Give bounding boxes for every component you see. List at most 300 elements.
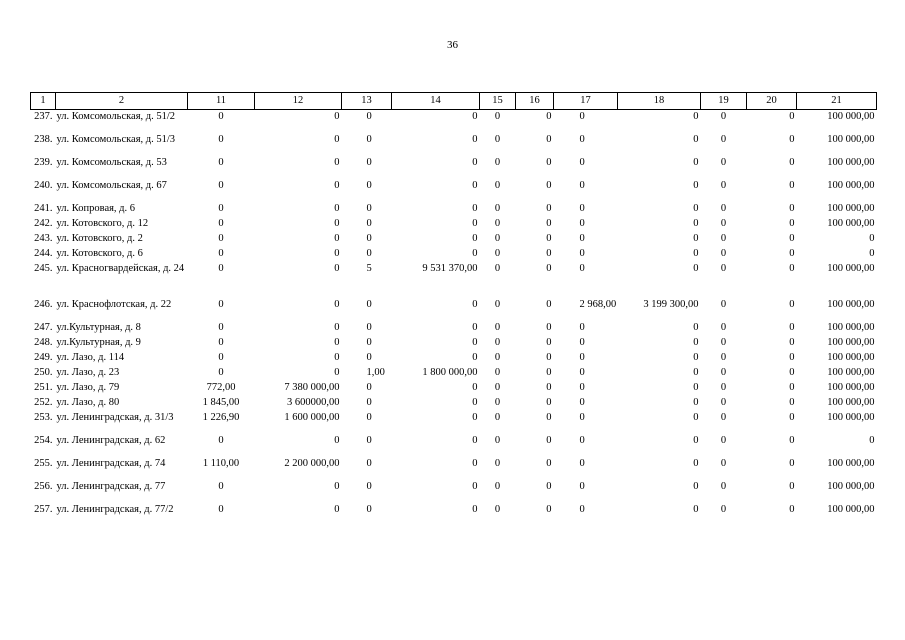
value-cell: 0 [579,434,585,446]
value-cell: 0 [494,396,501,408]
value-cell: 0 [366,321,372,333]
address-cell: ул. Комсомольская, д. 53 [56,156,167,168]
value-cell: 0 [579,217,585,229]
value-cell: 0 [218,156,224,168]
value-cell: 0 [546,396,552,408]
row-number-cell: 256. [34,480,53,492]
row-number-cell: 246. [34,298,53,310]
value-cell: 0 [693,262,699,274]
value-cell: 3 600000,00 [287,396,340,408]
value-cell: 0 [789,480,795,492]
value-cell: 0 [789,503,795,515]
value-cell: 0 [869,232,875,244]
value-cell: 0 [494,298,501,310]
value-cell: 0 [494,336,501,348]
value-cell: 0 [720,411,727,423]
value-cell: 0 [693,247,699,259]
value-cell: 0 [366,411,372,423]
value-cell: 0 [366,179,372,191]
value-cell: 100 000,00 [827,457,875,469]
value-cell: 2 200 000,00 [284,457,340,469]
value-cell: 0 [546,156,552,168]
column-header: 17 [554,93,618,110]
value-cell: 0 [472,336,478,348]
value-cell: 0 [546,366,552,378]
value-cell: 0 [494,232,501,244]
value-cell: 0 [789,217,795,229]
column-header: 21 [797,93,877,110]
column-header: 11 [188,93,255,110]
value-cell: 0 [789,202,795,214]
value-cell: 0 [366,351,372,363]
column-header: 12 [255,93,342,110]
value-cell: 0 [218,179,224,191]
value-cell: 1 110,00 [202,457,240,469]
column-header: 18 [618,93,701,110]
value-cell: 0 [366,156,372,168]
address-cell: ул. Ленинградская, д. 77 [56,480,166,492]
value-cell: 0 [366,111,372,122]
value-cell: 0 [693,179,699,191]
value-cell: 2 968,00 [579,298,617,310]
table-row [31,247,877,262]
value-cell: 0 [579,111,585,122]
value-cell: 0 [546,336,552,348]
value-cell: 0 [789,366,795,378]
value-cell: 0 [546,381,552,393]
value-cell: 100 000,00 [827,133,875,145]
table-row [31,232,877,247]
value-cell: 100 000,00 [827,202,875,214]
value-cell: 0 [218,434,224,446]
value-cell: 0 [494,503,501,515]
table-row [31,156,877,179]
value-cell: 0 [546,262,552,274]
value-cell: 0 [218,480,224,492]
value-cell: 0 [693,503,699,515]
row-number-cell: 257. [34,503,53,515]
value-cell: 0 [218,262,224,274]
address-cell: ул. Лазо, д. 114 [56,351,125,363]
row-number-cell: 254. [34,434,53,446]
value-cell: 1 845,00 [202,396,240,408]
value-cell: 0 [546,217,552,229]
value-cell: 0 [720,133,727,145]
column-header: 1 [31,93,56,110]
value-cell: 0 [579,321,585,333]
value-cell: 0 [720,202,727,214]
value-cell: 0 [494,247,501,259]
row-number-cell: 253. [34,411,53,423]
value-cell: 0 [789,321,795,333]
row-number-cell: 255. [34,457,53,469]
value-cell: 0 [472,247,478,259]
value-cell: 9 531 370,00 [422,262,478,274]
value-cell: 0 [546,411,552,423]
value-cell: 0 [218,503,224,515]
table-row [31,351,877,366]
row-number-cell: 240. [34,179,53,191]
value-cell: 0 [546,111,552,122]
value-cell: 0 [720,366,727,378]
value-cell: 0 [218,321,224,333]
table-row [31,396,877,411]
value-cell: 0 [720,262,727,274]
table-row [31,298,877,321]
value-cell: 0 [693,457,699,469]
value-cell: 0 [720,156,727,168]
value-cell: 0 [546,247,552,259]
value-cell: 0 [334,179,340,191]
table-row [31,179,877,202]
value-cell: 0 [693,381,699,393]
table-row [31,336,877,351]
value-cell: 0 [472,480,478,492]
value-cell: 0 [546,202,552,214]
row-number-cell: 242. [34,217,53,229]
value-cell: 100 000,00 [827,179,875,191]
value-cell: 0 [546,298,552,310]
value-cell: 0 [789,381,795,393]
value-cell: 0 [579,133,585,145]
value-cell: 0 [366,457,372,469]
value-cell: 0 [869,247,875,259]
value-cell: 1 800 000,00 [422,366,478,378]
value-cell: 0 [579,179,585,191]
table-row [31,480,877,503]
value-cell: 0 [579,202,585,214]
table-row [31,366,877,381]
value-cell: 0 [789,351,795,363]
column-header: 13 [342,93,392,110]
value-cell: 100 000,00 [827,111,875,122]
value-cell: 100 000,00 [827,411,875,423]
value-cell: 0 [693,321,699,333]
address-cell: ул. Лазо, д. 79 [56,381,120,393]
value-cell: 0 [366,480,372,492]
value-cell: 772,00 [206,381,236,393]
value-cell: 0 [472,179,478,191]
value-cell: 100 000,00 [827,217,875,229]
value-cell: 0 [494,351,501,363]
row-number-cell: 238. [34,133,53,145]
value-cell: 0 [579,232,585,244]
value-cell: 0 [720,336,727,348]
table-row [31,434,877,457]
table-row [31,202,877,217]
value-cell: 0 [472,217,478,229]
value-cell: 0 [720,457,727,469]
row-number-cell: 245. [34,262,53,274]
value-cell: 0 [720,247,727,259]
value-cell: 0 [494,262,501,274]
value-cell: 0 [334,202,340,214]
value-cell: 0 [494,366,501,378]
row-number-cell: 239. [34,156,53,168]
table-row [31,381,877,396]
value-cell: 0 [494,381,501,393]
value-cell: 0 [218,232,224,244]
value-cell: 0 [693,336,699,348]
value-cell: 0 [546,480,552,492]
value-cell: 0 [546,321,552,333]
value-cell: 0 [218,133,224,145]
value-cell: 0 [789,247,795,259]
value-cell: 0 [720,111,727,122]
value-cell: 100 000,00 [827,396,875,408]
value-cell: 1 226,90 [202,411,240,423]
page-number: 36 [447,39,458,51]
address-cell: ул. Ленинградская, д. 62 [56,434,166,446]
value-cell: 0 [720,179,727,191]
value-cell: 0 [579,156,585,168]
value-cell: 0 [218,351,224,363]
value-cell: 0 [472,411,478,423]
value-cell: 0 [218,247,224,259]
value-cell: 0 [472,457,478,469]
value-cell: 0 [693,217,699,229]
value-cell: 0 [693,480,699,492]
value-cell: 0 [366,133,372,145]
value-cell: 0 [494,434,501,446]
value-cell: 0 [494,156,501,168]
value-cell: 0 [218,217,224,229]
value-cell: 0 [789,298,795,310]
value-cell: 0 [693,111,699,122]
value-cell: 0 [693,156,699,168]
table-row [31,321,877,336]
value-cell: 0 [720,298,727,310]
value-cell: 0 [789,411,795,423]
table-row [31,411,877,434]
value-cell: 0 [472,396,478,408]
value-cell: 0 [720,434,727,446]
value-cell: 0 [789,133,795,145]
value-cell: 0 [334,321,340,333]
value-cell: 3 199 300,00 [643,298,699,310]
value-cell: 0 [579,247,585,259]
value-cell: 0 [334,217,340,229]
value-cell: 0 [366,232,372,244]
value-cell: 0 [494,179,501,191]
value-cell: 0 [366,434,372,446]
address-cell: ул. Ленинградская, д. 77/2 [56,503,174,515]
header-row [31,93,877,110]
value-cell: 0 [720,217,727,229]
row-number-cell: 251. [34,381,53,393]
value-cell: 0 [789,156,795,168]
value-cell: 0 [789,262,795,274]
address-cell: ул. Котовского, д. 6 [56,247,143,259]
value-cell: 0 [579,411,585,423]
value-cell: 0 [720,232,727,244]
value-cell: 0 [334,503,340,515]
value-cell: 0 [366,381,372,393]
value-cell: 0 [366,217,372,229]
value-cell: 0 [334,156,340,168]
value-cell: 0 [218,202,224,214]
value-cell: 1 600 000,00 [284,411,340,423]
value-cell: 0 [546,232,552,244]
row-number-cell: 250. [34,366,53,378]
value-cell: 0 [472,133,478,145]
address-cell: ул.Культурная, д. 9 [56,336,141,348]
value-cell: 0 [693,396,699,408]
value-cell: 0 [334,351,340,363]
value-cell: 0 [334,480,340,492]
value-cell: 0 [218,111,224,122]
value-cell: 0 [494,457,501,469]
row-number-cell: 252. [34,396,53,408]
value-cell: 1,00 [366,366,385,378]
address-cell: ул. Лазо, д. 80 [56,396,120,408]
row-number-cell: 248. [34,336,53,348]
value-cell: 0 [693,366,699,378]
value-cell: 0 [579,457,585,469]
value-cell: 0 [218,366,224,378]
value-cell: 0 [720,351,727,363]
data-table [30,92,877,526]
column-header: 19 [701,93,747,110]
address-cell: ул. Котовского, д. 12 [56,217,149,229]
value-cell: 0 [789,434,795,446]
value-cell: 0 [334,262,340,274]
value-cell: 0 [472,351,478,363]
value-cell: 0 [494,480,501,492]
value-cell: 0 [334,298,340,310]
column-header: 15 [480,93,516,110]
value-cell: 0 [579,503,585,515]
value-cell: 0 [789,396,795,408]
address-cell: ул. Комсомольская, д. 51/2 [56,111,176,122]
value-cell: 0 [472,321,478,333]
value-cell: 0 [472,298,478,310]
value-cell: 0 [494,411,501,423]
row-number-cell: 241. [34,202,53,214]
value-cell: 0 [579,351,585,363]
value-cell: 0 [494,321,501,333]
value-cell: 0 [789,111,795,122]
value-cell: 0 [546,434,552,446]
column-header: 16 [516,93,554,110]
value-cell: 0 [693,133,699,145]
row-number-cell: 249. [34,351,53,363]
value-cell: 0 [789,179,795,191]
value-cell: 0 [494,111,501,122]
value-cell: 0 [869,434,875,446]
value-cell: 0 [546,133,552,145]
column-header: 14 [392,93,480,110]
table-row [31,133,877,156]
value-cell: 0 [693,232,699,244]
value-cell: 100 000,00 [827,298,875,310]
table-row [31,457,877,480]
value-cell: 100 000,00 [827,503,875,515]
address-cell: ул. Лазо, д. 23 [56,366,120,378]
row-number-cell: 237. [34,111,53,122]
value-cell: 0 [789,336,795,348]
value-cell: 0 [579,336,585,348]
value-cell: 0 [334,111,340,122]
value-cell: 0 [720,321,727,333]
address-cell: ул. Котовского, д. 2 [56,232,143,244]
value-cell: 0 [546,351,552,363]
value-cell: 0 [494,133,501,145]
value-cell: 0 [579,262,585,274]
value-cell: 0 [579,366,585,378]
value-cell: 0 [789,457,795,469]
table-row [31,262,877,298]
column-header: 20 [747,93,797,110]
value-cell: 0 [334,133,340,145]
value-cell: 0 [579,396,585,408]
value-cell: 0 [720,480,727,492]
address-cell: ул.Культурная, д. 8 [56,321,141,333]
value-cell: 0 [366,503,372,515]
value-cell: 0 [366,202,372,214]
value-cell: 0 [472,381,478,393]
table-row [31,110,877,133]
value-cell: 0 [334,336,340,348]
value-cell: 7 380 000,00 [284,381,340,393]
value-cell: 0 [334,366,340,378]
value-cell: 0 [472,111,478,122]
value-cell: 0 [472,232,478,244]
address-cell: ул. Красногвардейская, д. 24 [56,262,185,274]
value-cell: 0 [366,396,372,408]
row-number-cell: 244. [34,247,53,259]
value-cell: 100 000,00 [827,381,875,393]
value-cell: 0 [472,156,478,168]
value-cell: 0 [472,434,478,446]
address-cell: ул. Копровая, д. 6 [56,202,136,214]
value-cell: 0 [366,298,372,310]
value-cell: 0 [494,202,501,214]
value-cell: 100 000,00 [827,351,875,363]
table-row [31,217,877,232]
row-number-cell: 247. [34,321,53,333]
table-body [31,110,877,526]
value-cell: 0 [693,351,699,363]
address-cell: ул. Ленинградская, д. 74 [56,457,166,469]
value-cell: 0 [789,232,795,244]
value-cell: 0 [472,503,478,515]
value-cell: 100 000,00 [827,262,875,274]
table-row [31,503,877,526]
value-cell: 0 [720,503,727,515]
value-cell: 0 [693,411,699,423]
value-cell: 0 [546,503,552,515]
address-cell: ул. Комсомольская, д. 67 [56,179,167,191]
value-cell: 100 000,00 [827,156,875,168]
value-cell: 0 [693,434,699,446]
value-cell: 0 [218,336,224,348]
value-cell: 100 000,00 [827,336,875,348]
value-cell: 0 [494,217,501,229]
value-cell: 0 [334,434,340,446]
value-cell: 0 [720,396,727,408]
address-cell: ул. Комсомольская, д. 51/3 [56,133,176,145]
value-cell: 100 000,00 [827,366,875,378]
value-cell: 0 [546,179,552,191]
address-cell: ул. Краснофлотская, д. 22 [56,298,172,310]
value-cell: 0 [693,202,699,214]
row-number-cell: 243. [34,232,53,244]
value-cell: 0 [334,247,340,259]
value-cell: 0 [334,232,340,244]
value-cell: 0 [472,202,478,214]
value-cell: 0 [720,381,727,393]
